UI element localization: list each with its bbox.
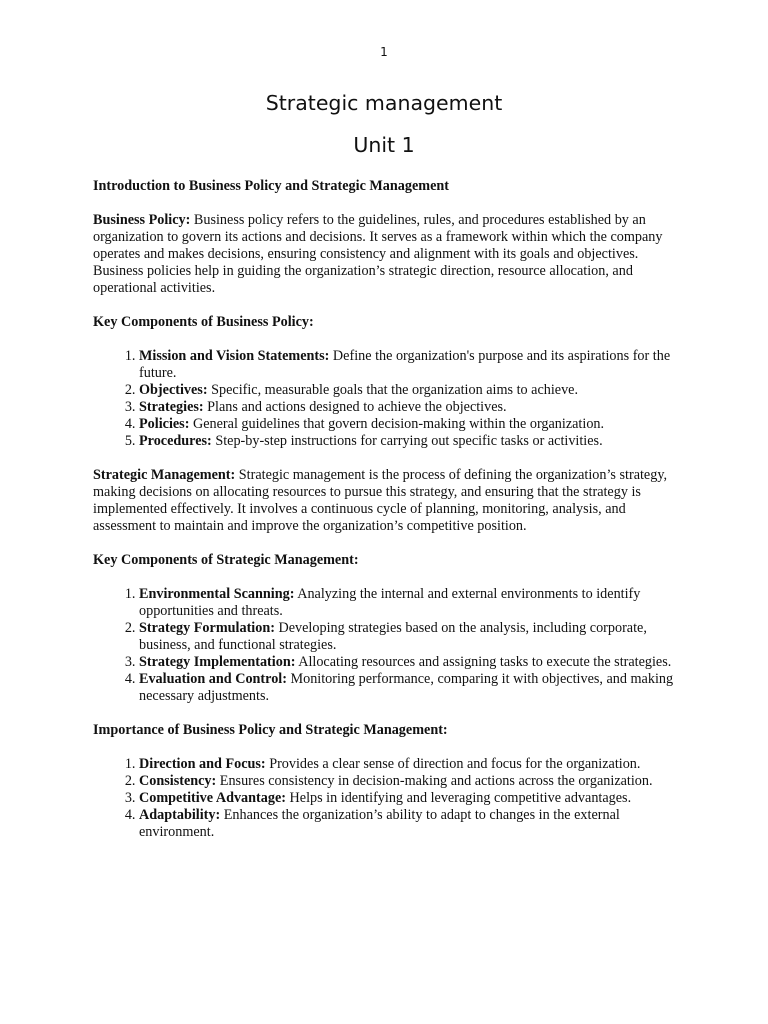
list-item-term: Procedures: — [139, 433, 212, 449]
list-item-text: Enhances the organization’s ability to adapt to changes in the external environment. — [139, 807, 620, 840]
list-item-text: Developing strategies based on the analysis, including corporate, business, and functional strategies. — [139, 620, 647, 653]
importance-heading: Importance of Business Policy and Strategic Management: — [93, 722, 448, 738]
list-item — [139, 620, 677, 654]
bp-components-heading: Key Components of Business Policy: — [93, 314, 314, 330]
list-item-text: Ensures consistency in decision-making and actions across the organization. — [216, 773, 653, 789]
list-item-term: Strategies: — [139, 399, 204, 415]
intro-heading: Introduction to Business Policy and Strategic Management — [93, 178, 450, 194]
list-item-term: Consistency: — [139, 773, 217, 789]
bp-components-list — [93, 348, 677, 450]
list-item — [139, 671, 677, 705]
sm-components-list — [93, 586, 677, 705]
list-item-term: Environmental Scanning: — [139, 586, 295, 602]
list-item — [139, 654, 677, 671]
list-item — [139, 807, 677, 841]
list-item-text: Define the organization's purpose and its aspirations for the future. — [139, 348, 671, 381]
strategic-management-paragraph — [93, 467, 677, 535]
list-item — [139, 773, 677, 790]
list-item-text: Allocating resources and assigning tasks to execute the strategies. — [295, 654, 672, 670]
list-item-term: Strategy Formulation: — [139, 620, 275, 636]
document-title: Strategic management — [265, 91, 503, 115]
list-item-text: Monitoring performance, comparing it with objectives, and making necessary adjustments. — [139, 671, 674, 704]
list-item-text: Analyzing the internal and external environments to identify opportunities and threats. — [139, 586, 641, 619]
business-policy-term: Business Policy: — [93, 212, 191, 228]
list-item — [139, 790, 677, 807]
list-item — [139, 399, 677, 416]
list-item — [139, 433, 677, 450]
strategic-management-text: Strategic management is the process of defining the organization’s strategy, making decisions on allocating resources to pursue this strategy, and ensuring that the strategy is implemented effectively. It involves a continuous cycle of planning, monitoring, analysis, and assessment to maintain and improve the organization’s competitive position. — [93, 467, 668, 534]
list-item-term: Evaluation and Control: — [139, 671, 287, 687]
list-item-text: Plans and actions designed to achieve the objectives. — [203, 399, 507, 415]
list-item-text: General guidelines that govern decision-making within the organization. — [189, 416, 605, 432]
list-item — [139, 382, 677, 399]
list-item — [139, 348, 677, 382]
list-item-term: Adaptability: — [139, 807, 221, 823]
business-policy-text: Business policy refers to the guidelines, rules, and procedures established by an organization to govern its actions and decisions. It serves as a framework within which the company operates and makes decisions, ensuring consistency and alignment with its goals and objectives. Business policies help in guiding the organization’s strategic direction, resource allocation, and operational activities. — [93, 212, 663, 296]
business-policy-paragraph — [93, 212, 677, 297]
list-item-term: Direction and Focus: — [139, 756, 266, 772]
list-item — [139, 416, 677, 433]
list-item-term: Strategy Implementation: — [139, 654, 296, 670]
importance-list — [93, 756, 677, 841]
list-item-term: Mission and Vision Statements: — [139, 348, 330, 364]
list-item — [139, 586, 677, 620]
list-item-term: Competitive Advantage: — [139, 790, 286, 806]
sm-components-heading: Key Components of Strategic Management: — [93, 552, 359, 568]
list-item-text: Provides a clear sense of direction and focus for the organization. — [265, 756, 641, 772]
list-item-text: Step-by-step instructions for carrying out specific tasks or activities. — [211, 433, 603, 449]
list-item-text: Helps in identifying and leveraging competitive advantages. — [285, 790, 632, 806]
list-item-text: Specific, measurable goals that the organization aims to achieve. — [207, 382, 579, 398]
document-subtitle: Unit 1 — [353, 133, 415, 157]
list-item — [139, 756, 677, 773]
page-number: 1 — [380, 45, 388, 59]
list-item-term: Objectives: — [139, 382, 208, 398]
list-item-term: Policies: — [139, 416, 190, 432]
strategic-management-term: Strategic Management: — [93, 467, 236, 483]
document-body — [93, 178, 677, 841]
